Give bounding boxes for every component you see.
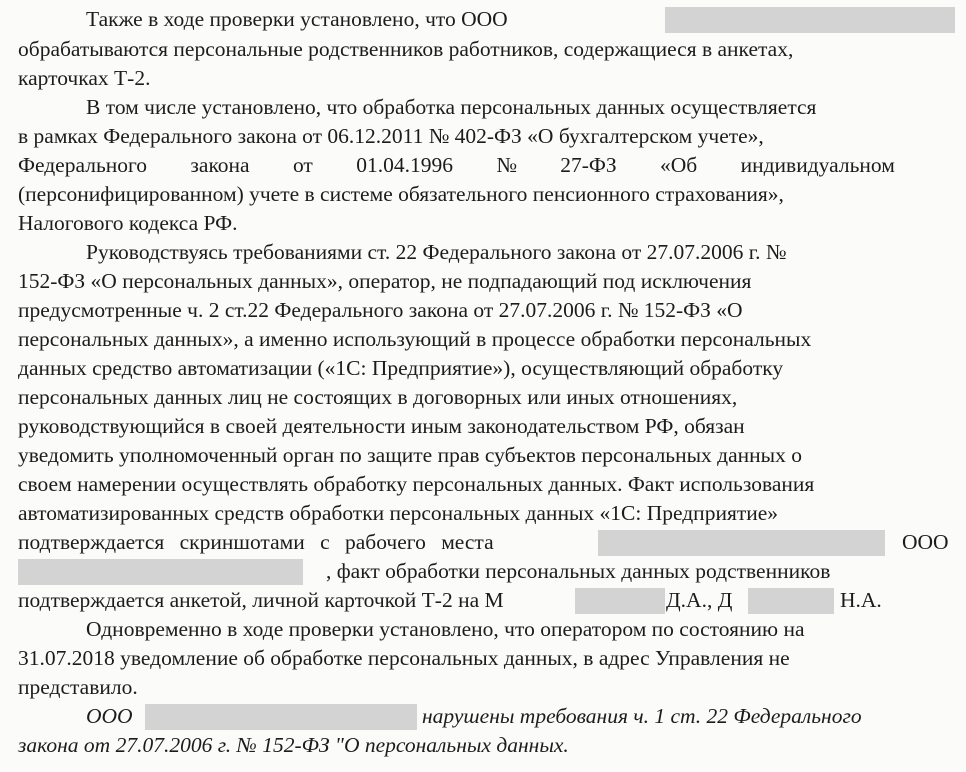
redacted-company-name bbox=[18, 559, 303, 585]
text: автоматизированных средств обработки персональных данных «1С: Предприятие» bbox=[18, 501, 779, 525]
p3-line-13 bbox=[0, 585, 966, 615]
p2-line-4 bbox=[0, 179, 966, 209]
p3-line-10 bbox=[0, 498, 966, 528]
p2-line-3 bbox=[0, 150, 966, 180]
p3-line-3 bbox=[0, 295, 966, 325]
text: уведомить уполномоченный орган по защите прав субъектов персональных данных о bbox=[18, 443, 802, 467]
text: обрабатываются персональные родственников работников, содержащиеся в анкетах, bbox=[18, 37, 794, 61]
p3-line-4 bbox=[0, 324, 966, 354]
text: В том числе установлено, что обработка персональных данных осуществляется bbox=[86, 95, 817, 119]
p1-line-2 bbox=[0, 34, 966, 64]
redacted-surname-1 bbox=[575, 588, 665, 614]
text: предусмотренные ч. 2 ст.22 Федерального закона от 27.07.2006 г. № 152-ФЗ «О bbox=[18, 298, 743, 322]
text: Федерального закона от 01.04.1996 № 27-ФЗ «Об индивидуальном bbox=[18, 153, 895, 177]
text: ООО bbox=[86, 704, 133, 728]
text: руководствующийся в своей деятельности иным законодательством РФ, обязан bbox=[18, 414, 745, 438]
p1-line-3 bbox=[0, 63, 966, 93]
p3-line-8 bbox=[0, 440, 966, 470]
p3-line-11 bbox=[0, 527, 966, 557]
p2-line-1 bbox=[0, 92, 966, 122]
text: подтверждается скриншотами с рабочего места bbox=[18, 530, 494, 554]
p4-line-2 bbox=[0, 643, 966, 673]
text: Налогового кодекса РФ. bbox=[18, 211, 238, 235]
p3-line-5 bbox=[0, 353, 966, 383]
p3-line-1 bbox=[0, 237, 966, 267]
text: своем намерении осуществлять обработку персональных данных. Факт использования bbox=[18, 472, 815, 496]
text: Д.А., Д bbox=[666, 588, 733, 612]
redacted-surname-2 bbox=[748, 588, 834, 614]
p3-line-7 bbox=[0, 411, 966, 441]
text: персональных данных лиц не состоящих в договорных или иных отношениях, bbox=[18, 385, 738, 409]
text: 152-ФЗ «О персональных данных», оператор, не подпадающий под исключения bbox=[18, 269, 752, 293]
p3-line-12 bbox=[0, 556, 966, 586]
p4-line-3 bbox=[0, 672, 966, 702]
text: , факт обработки персональных данных родственников bbox=[326, 559, 831, 583]
text: нарушены требования ч. 1 ст. 22 Федерального bbox=[422, 704, 862, 728]
p5-line-1 bbox=[0, 701, 966, 731]
text: подтверждается анкетой, личной карточкой Т-2 на М bbox=[18, 588, 504, 612]
text: закона от 27.07.2006 г. № 152-ФЗ "О персональных данных. bbox=[18, 733, 569, 757]
p3-line-9 bbox=[0, 469, 966, 499]
redacted-workplace bbox=[598, 530, 885, 556]
redacted-company-name bbox=[145, 704, 417, 730]
p5-line-2 bbox=[0, 730, 966, 760]
text: Одновременно в ходе проверки установлено, что оператором по состоянию на bbox=[86, 617, 805, 641]
text: (персонифицированном) учете в системе обязательного пенсионного страхования», bbox=[18, 182, 784, 206]
text: представило. bbox=[18, 675, 138, 699]
redacted-company-name bbox=[665, 7, 955, 33]
text: карточках Т-2. bbox=[18, 66, 151, 90]
p3-line-6 bbox=[0, 382, 966, 412]
p2-line-2 bbox=[0, 121, 966, 151]
p4-line-1 bbox=[0, 614, 966, 644]
text: данных средство автоматизации («1С: Предприятие»), осуществляющий обработку bbox=[18, 356, 784, 380]
p2-line-5 bbox=[0, 208, 966, 238]
text: Также в ходе проверки установлено, что ООО bbox=[86, 7, 508, 31]
text: в рамках Федерального закона от 06.12.2011 № 402-ФЗ «О бухгалтерском учете», bbox=[18, 124, 764, 148]
text: Н.А. bbox=[840, 588, 882, 612]
p1-line-1 bbox=[0, 4, 966, 34]
text: Руководствуясь требованиями ст. 22 Федерального закона от 27.07.2006 г. № bbox=[86, 240, 787, 264]
text: 31.07.2018 уведомление об обработке персональных данных, в адрес Управления не bbox=[18, 646, 790, 670]
text: персональных данных», а именно использующий в процессе обработки персональных bbox=[18, 327, 812, 351]
text: ООО bbox=[902, 530, 949, 554]
p3-line-2 bbox=[0, 266, 966, 296]
